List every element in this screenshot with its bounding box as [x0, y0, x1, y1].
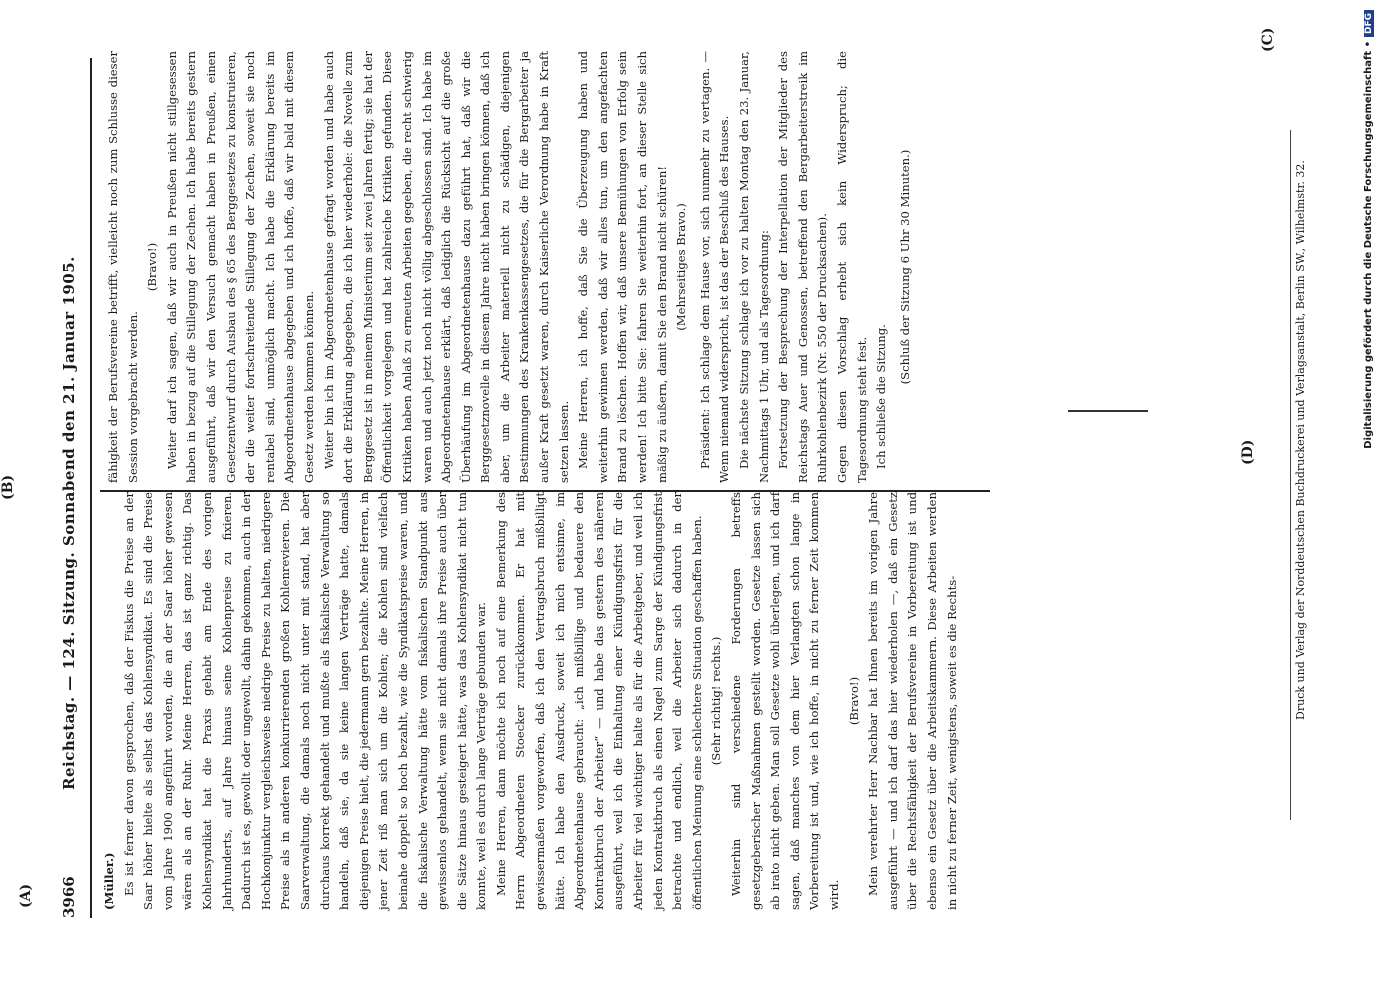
interjection: (Mehrseitiges Bravo.) [674, 203, 689, 331]
president-statement: Präsident: Ich schlage dem Hause vor, sich nunmehr zu vertagen. — Wenn niemand widerspricht, ist das der Beschluß des Hauses. [697, 51, 732, 483]
digitization-credit [1363, 10, 1374, 990]
end-rule [1068, 410, 1148, 412]
paragraph: Weiterhin sind verschiedene Forderungen betreffs gesetzgeberischer Maßnahmen gestellt worden. Gesetze lassen sich ab irato nicht geben. Man soll Gesetze wohl überlegen, und ich darf sagen, daß manches von dem hier Verlangten schon lange in Vorbereitung ist und, wie ich hoffe, in nicht zu ferner Zeit kommen wird. [729, 492, 841, 910]
paragraph: Es ist ferner davon gesprochen, daß der Fiskus die Preise an der Saar höher hielte als selbst das Kohlensyndikat. Es sind die Preise vom Jahre 1900 angeführt worden, die an der Saar höher gewesen wären als an der Ruhr. Meine Herren, das ist ganz richtig. Das Kohlensyndikat hat die Praxis gehabt am Ende des vorigen Jahrhunderts, auf Jahre hinaus seine Kohlenpreise zu fixieren. Dadurch ist es, gewollt oder ungewollt, dahin gekommen, auch in der Hochkonjunktur vergleichsweise niedrige Preise zu halten, niedrigere Preise als in anderen konkurrierenden großen Kohlenrevieren. Die Saarverwaltung, die damals noch nicht unter mit stand, hat aber durchaus korrekt gehandelt und mußte als fiskalische Verwaltung so handeln, daß sie, da sie keine langen Verträge hatte, damals diejenigen Preise hielt, die jedermann gern bezahlte. Meine Herren, in jener Zeit riß man sich um die Kohlen; die Kohlen sind vielfach beinahe doppelt so hoch bezahlt, wie die Syndikatspreise waren, und die fiskalische Verwaltung hätte vom fiskalischen Standpunkt aus gewissenlos gehandelt, wenn sie nicht damals ihre Preise auch über die Sätze hinaus gesteigert hätte, was das Kohlensyndikat nicht tun konnte, weil es durch lange Verträge gebunden war. [121, 492, 489, 910]
paragraph: Weiter darf ich sagen, daß wir auch in Preußen nicht stillgesessen haben in bezug auf die Stillegung der Zechen. Ich habe bereits gestern ausgeführt, daß wir den Versuch gemacht haben in Preußen, einen Gesetzentwurf durch Ausbau des § 65 des Berggesetzes zu konstruieren, der die weiter fortschreitende Stillegung der Zechen, soweit sie noch rentabel sind, unmöglich macht. Ich habe die Erklärung bereits im Abgeordnetenhause abgegeben und ich hoffe, daß wir bald mit diesem Gesetz werden kommen können. [164, 51, 316, 483]
paragraph: Meine Herren, ich hoffe, daß Sie die Überzeugung haben und weiterhin gewinnen werden, daß wir alles tun, um den angefachten Brand zu löschen. Hoffen wir, daß unsere Bemühungen von Erfolg sein werden! Ich bitte Sie: fahren Sie weiterhin fort, an dieser Stelle sich mäßig zu äußern, damit Sie den Brand nicht schüren! [576, 51, 669, 483]
page-number: 3966 [60, 876, 78, 918]
credit-text: Digitalisierung gefördert durch die Deutsche Forschungsgemeinschaft • [1363, 41, 1374, 449]
margin-marker-c: (C) [1260, 27, 1276, 52]
paragraph: Gegen diesen Vorschlag erhebt sich kein Widerspruch; die Tagesordnung steht fest. [834, 51, 869, 483]
page-title: Reichstag. — 124. Sitzung. Sonnabend den 21. Januar 1905. [60, 256, 78, 790]
paragraph: Meine Herren, dann möchte ich noch auf eine Bemerkung des Herrn Abgeordneten Stoecker zurückkommen. Er hat mit gewissermaßen vorgeworfen, daß ich den Vertragsbruch mißbilligt hätte. Ich habe den Ausdruck, soweit ich mich entsinne, im Abgeordnetenhause gebraucht: „ich mißbillige und bedauere den Kontraktbruch der Arbeiter“ — und habe das gestern des näheren ausgeführt, weil ich die Einhaltung einer Kündigungsfrist für die Arbeiter für viel wichtiger halte als für die Arbeitgeber, und weil ich jeden Kontraktbruch als einen Nagel zum Sarge der Kündigungsfrist betrachte und endlich, weil die Arbeiter sich dadurch in der öffentlichen Meinung eine schlechtere Situation geschaffen haben. [493, 492, 704, 910]
footer-rule [1290, 130, 1291, 820]
interjection: (Bravo!) [145, 242, 160, 292]
session-close: (Schluß der Sitzung 6 Uhr 30 Minuten.) [897, 149, 912, 385]
interjection: (Bravo!) [846, 676, 861, 726]
paragraph: fähigkeit der Berufsvereine betrifft, vielleicht noch zum Schlusse dieser Session vorgebracht werden. [106, 51, 140, 483]
paragraph: Die nächste Sitzung schlage ich vor zu halten Montag den 23. Januar, Nachmittags 1 Uhr, und als Tagesordnung: [737, 51, 771, 483]
margin-marker-d: (D) [1240, 439, 1256, 465]
printer-imprint: Druck und Verlag der Norddeutschen Buchdruckerei und Verlagsanstalt, Berlin SW., Wilhelmstr. 32. [1294, 160, 1307, 720]
speaker-label: (Müller.) [102, 852, 116, 910]
column-separator [100, 491, 990, 493]
agenda-item: Fortsetzung der Besprechung der Interpellation der Mitglieder des Reichstags Auer und Genossen, betreffend den Bergarbeiterstreik im Ruhrkohlenbezirk (Nr. 550 der Drucksachen). [776, 51, 830, 483]
margin-marker-a: (A) [18, 883, 34, 908]
interjection: (Sehr richtig! rechts.) [709, 636, 724, 766]
left-column [100, 492, 962, 910]
paragraph: Mein verehrter Herr Nachbar hat Ihnen bereits im vorigen Jahre ausgeführt — und ich darf das hier wiederholen —, daß ein Gesetz über die Rechtsfähigkeit der Berufsvereine in Vorbereitung ist und ebenso ein Gesetz über die Arbeitskammern. Diese Arbeiten werden in nicht zu ferner Zeit, wenigstens, soweit es die Rechts- [866, 492, 959, 910]
paragraph: Ich schließe die Sitzung. [874, 324, 889, 469]
margin-marker-b: (B) [0, 474, 16, 500]
right-column [104, 51, 915, 483]
dfg-logo: DFG [1364, 10, 1374, 37]
header-rule [90, 58, 92, 918]
paragraph: Weiter bin ich im Abgeordnetenhause gefragt worden und habe auch dort die Erklärung abgegeben, die ich hier wiederhole: die Novelle zum Berggesetz ist in meinem Ministerium seit zwei Jahren fertig; sie hat der Öffentlichkeit vorgelegen und hat zahlreiche Kritiken gefunden. Diese Kritiken haben Anlaß zu erneuten Arbeiten gegeben, die recht schwierig waren und auch jetzt noch nicht völlig abgeschlossen sind. Ich habe im Abgeordnetenhause erklärt, daß lediglich die Rücksicht auf die große Überhäufung im Abgeordnetenhause dazu geführt hat, daß wir die Berggesetznovelle in diesem Jahre nicht haben bringen können, daß ich aber, um die Arbeiter materiell nicht zu schädigen, diejenigen Bestimmungen des Krankenkassengesetzes, die für die Bergarbeiter ja außer Kraft gesetzt waren, durch Kaiserliche Verordnung habe in Kraft setzen lassen. [321, 51, 571, 483]
